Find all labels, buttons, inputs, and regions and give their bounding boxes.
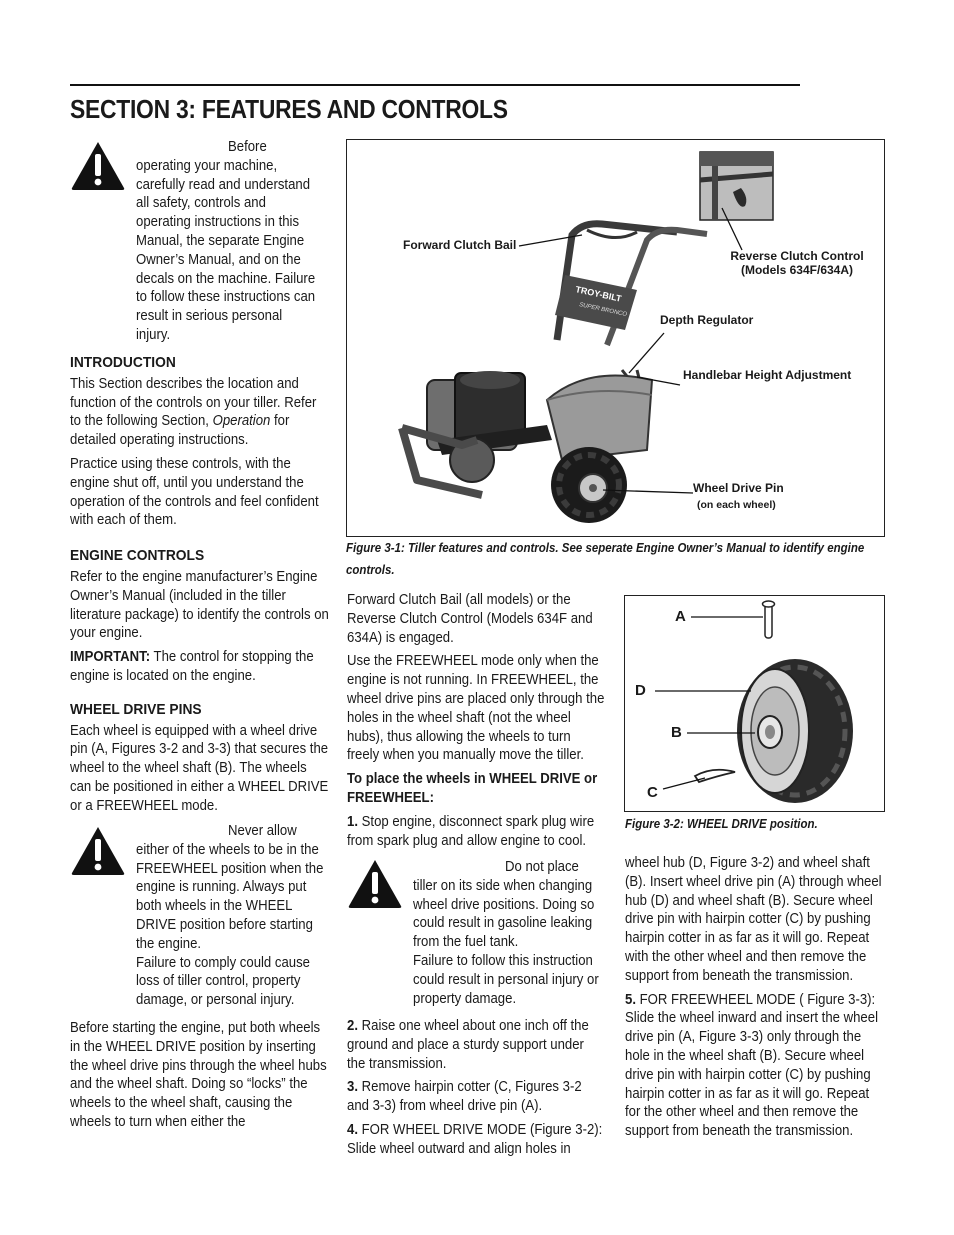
figure-3-1-caption: Figure 3-1: Tiller features and controls. See seperate Engine Owner’s Manual to identify engine controls. — [346, 541, 865, 577]
right-column — [625, 854, 883, 1146]
warning-text-3: Do not place tiller on its side when changing wheel drive positions. Doing so could result in gasoline leaking from the fuel tank. Failure to follow this instruction could result in personal injury or property damage. — [413, 859, 599, 1007]
mid-step-3: 3. Remove hairpin cotter (C, Figures 3-2 and 3-3) from wheel drive pin (A). — [347, 1079, 582, 1115]
model-label: SUPER BRONCO — [578, 302, 628, 319]
mid-step-4: 4. FOR WHEEL DRIVE MODE (Figure 3-2): Slide wheel outward and align holes in — [347, 1121, 603, 1157]
letter-c: C — [647, 784, 658, 801]
engine-paragraph-1: Refer to the engine manufacturer’s Engine Owner’s Manual (included in the tiller literature package) to identify the controls on your engine. — [70, 568, 329, 642]
warning-icon — [70, 825, 126, 877]
tiller-illustration — [347, 140, 884, 536]
label-forward-clutch-bail: Forward Clutch Bail — [403, 238, 517, 252]
heading-introduction: INTRODUCTION — [70, 354, 176, 371]
engine-important: IMPORTANT: The control for stopping the engine is located on the engine. — [70, 649, 314, 684]
figure-3-2-caption: Figure 3-2: WHEEL DRIVE position. — [625, 817, 818, 831]
figure-3-2 — [624, 595, 885, 812]
warning-text-1: Before operating your machine, carefully read and understand all safety, controls and operating instructions in this Manual, the separate Engine Owner’s Manual, and on the decals on the machine. Failure to follow these instructions can result in serious personal injury. — [136, 139, 316, 343]
letter-b: B — [671, 724, 682, 741]
label-wheel-drive-pin: Wheel Drive Pin — [693, 481, 784, 495]
middle-column-top — [347, 591, 605, 855]
label-wheel-drive-pin-sub: (on each wheel) — [697, 499, 776, 511]
mid-step-1: 1. Stop engine, disconnect spark plug wire from spark plug and allow engine to cool. — [347, 813, 595, 849]
label-handlebar-height: Handlebar Height Adjustment — [683, 368, 852, 382]
left-column — [70, 354, 329, 821]
section-title: SECTION 3: FEATURES AND CONTROLS — [70, 94, 508, 124]
brand-label: TROY-BILT — [574, 284, 623, 304]
letter-a: A — [675, 608, 686, 625]
mid-paragraph-1: Forward Clutch Bail (all models) or the Reverse Clutch Control (Models 634F and 634A) is engaged. — [347, 592, 593, 646]
pins-paragraph-1: Each wheel is equipped with a wheel drive pin (A, Figures 3-2 and 3-3) that secures the wheel to the wheel shaft (B). The wheels can be positioned in either a WHEEL DRIVE or a FREEWHEEL mode. — [70, 722, 329, 814]
mid-paragraph-2: Use the FREEWHEEL mode only when the engine is not running. In FREEWHEEL, the wheel drive pins are placed only through the holes in the wheel shaft (not the wheel hubs), thus allowing the wheels to turn freely when you manually move the tiller. — [347, 653, 605, 764]
heading-engine-controls: ENGINE CONTROLS — [70, 547, 205, 565]
middle-column-bottom — [347, 1017, 605, 1164]
intro-paragraph-1: This Section describes the location and function of the controls on your tiller. Refer to the following Section, Operation for detailed operating instructions. — [70, 375, 317, 449]
wheel-illustration — [625, 596, 884, 811]
label-reverse-clutch: Reverse Clutch Control (Models 634F/634A) — [730, 249, 864, 277]
mid-step-2: 2. Raise one wheel about one inch off the ground and place a sturdy support under the transmission. — [347, 1018, 589, 1072]
header-rule — [70, 84, 800, 86]
letter-d: D — [635, 682, 646, 699]
right-paragraph-1: wheel hub (D, Figure 3-2) and wheel shaft (B). Insert wheel drive pin (A) through wheel hub (D) and wheel shaft (B). Secure wheel drive pin with hairpin cotter (C) by pushing hairpin cotter in as far as it will go. Repeat with the other wheel and then remove the support from beneath the transmission. — [625, 855, 882, 984]
intro-paragraph-2: Practice using these controls, with the engine shut off, until you understand the operation of the controls and feel confident with each of them. — [70, 455, 319, 529]
heading-wheel-drive-pins: WHEEL DRIVE PINS — [70, 700, 202, 718]
warning-text-2: Never allow either of the wheels to be in the FREEWHEEL position when the engine is running. Always put both wheels in the WHEEL DRIVE position before starting the engine. Failure to comply could cause loss of tiller control, property damage, or personal injury. — [136, 823, 324, 1009]
label-depth-regulator: Depth Regulator — [660, 313, 754, 327]
figure-3-1 — [346, 139, 885, 537]
mid-paragraph-3: To place the wheels in WHEEL DRIVE or FREEWHEEL: — [347, 771, 598, 806]
warning-icon — [347, 858, 403, 910]
warning-icon — [70, 140, 126, 192]
right-step-5: 5. FOR FREEWHEEL MODE ( Figure 3-3): Slide the wheel inward and insert the wheel drive pin (A, Figure 3-3) only through the hole in the wheel shaft (B). Secure wheel drive pin with hairpin cotter (C) by pushing hairpin cotter in as far as it will go. Repeat for the other wheel and then remove the support from beneath the transmission. — [625, 991, 878, 1140]
left-bottom-paragraph: Before starting the engine, put both wheels in the WHEEL DRIVE position by inserting the wheel drive pins through the wheel hubs and the wheel shaft. Doing so “locks” the wheels to the wheel shaft, causing the wheels to turn when either the — [70, 1020, 327, 1130]
